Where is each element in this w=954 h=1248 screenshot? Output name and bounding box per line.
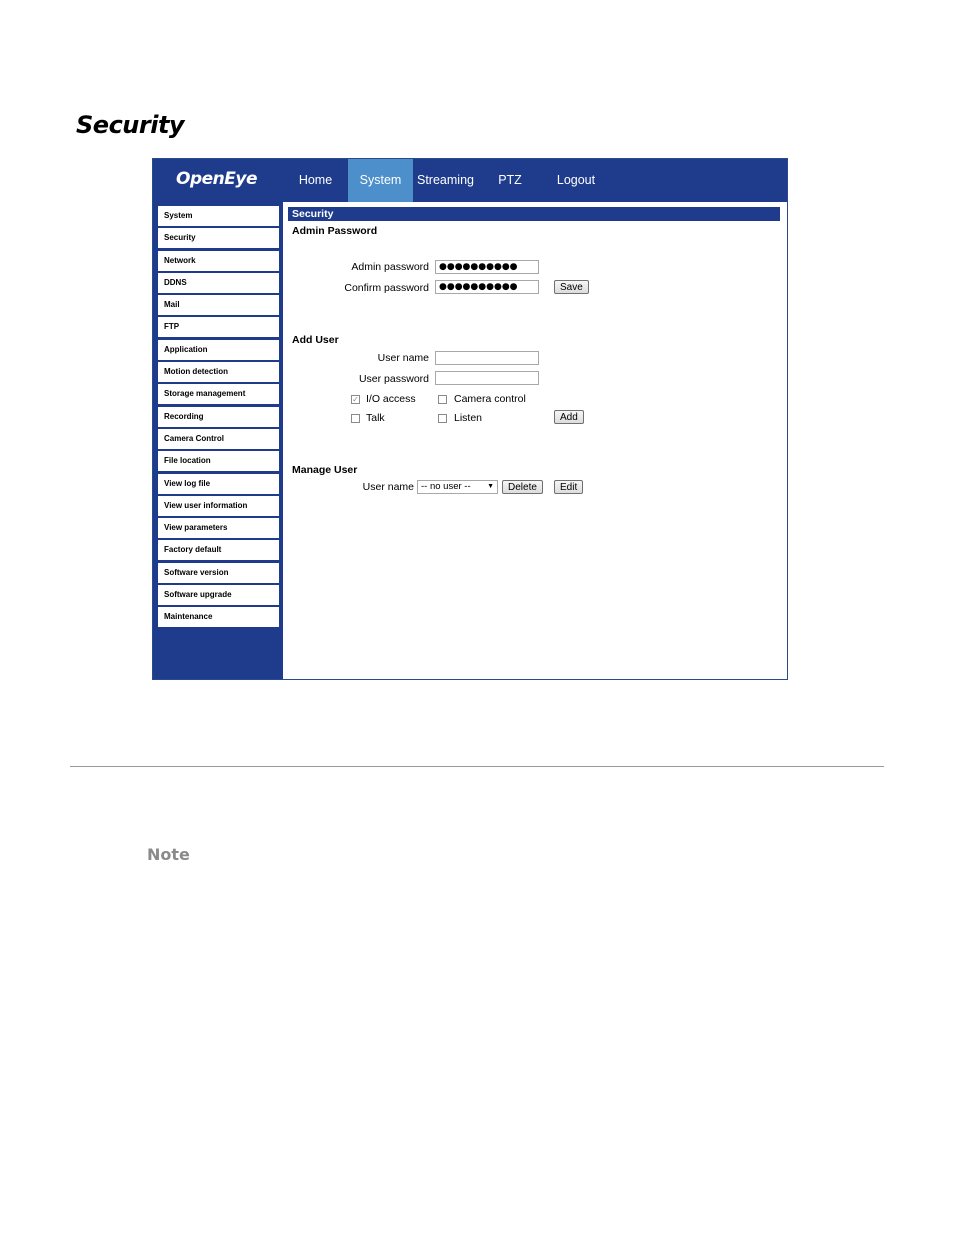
- admin-password-input[interactable]: [435, 260, 539, 274]
- manage-user-heading: Manage User: [292, 464, 358, 476]
- user-select-value: -- no user --: [421, 481, 471, 492]
- top-bar: [153, 159, 787, 202]
- openeye-logo: OpenEye: [176, 169, 257, 189]
- confirm-password-input[interactable]: [435, 280, 539, 294]
- sidebar-item-camera-control[interactable]: Camera Control: [158, 429, 279, 449]
- talk-label: Talk: [366, 412, 385, 424]
- edit-user-button[interactable]: Edit: [554, 480, 583, 494]
- sidebar-item-motion-detection[interactable]: Motion detection: [158, 362, 279, 382]
- sidebar: [153, 202, 283, 679]
- confirm-password-label: Confirm password: [344, 282, 429, 294]
- main-nav: [283, 159, 610, 202]
- add-user-heading: Add User: [292, 334, 339, 346]
- sidebar-item-application[interactable]: Application: [158, 340, 279, 360]
- admin-password-heading: Admin Password: [292, 225, 378, 237]
- talk-checkbox[interactable]: [351, 414, 360, 423]
- sidebar-item-software-upgrade[interactable]: Software upgrade: [158, 585, 279, 605]
- note-heading: Note: [147, 845, 190, 864]
- sidebar-item-maintenance[interactable]: Maintenance: [158, 607, 279, 627]
- camera-web-ui: [152, 158, 788, 680]
- section-title-bar: Security: [288, 207, 780, 221]
- user-password-label: User password: [358, 373, 429, 385]
- sidebar-item-factory-default[interactable]: Factory default: [158, 540, 279, 560]
- content-panel: [283, 202, 787, 679]
- sidebar-item-network[interactable]: Network: [158, 251, 279, 271]
- sidebar-item-storage-management[interactable]: Storage management: [158, 384, 279, 404]
- sidebar-item-software-version[interactable]: Software version: [158, 563, 279, 583]
- sidebar-item-view-user-information[interactable]: View user information: [158, 496, 279, 516]
- sidebar-item-view-parameters[interactable]: View parameters: [158, 518, 279, 538]
- user-name-label: User name: [377, 352, 429, 364]
- delete-user-button[interactable]: Delete: [502, 480, 543, 494]
- sidebar-item-security[interactable]: Security: [158, 228, 279, 248]
- sidebar-menu: [158, 206, 279, 630]
- camera-control-checkbox[interactable]: [438, 395, 447, 404]
- nav-system[interactable]: System: [348, 159, 413, 202]
- sidebar-item-view-log-file[interactable]: View log file: [158, 474, 279, 494]
- admin-password-label: Admin password: [351, 261, 429, 273]
- io-access-label: I/O access: [366, 393, 416, 405]
- sidebar-item-system[interactable]: System: [158, 206, 279, 226]
- nav-home[interactable]: Home: [298, 173, 333, 187]
- sidebar-item-mail[interactable]: Mail: [158, 295, 279, 315]
- nav-logout[interactable]: Logout: [556, 173, 596, 187]
- io-access-checkbox[interactable]: ✓: [352, 395, 359, 404]
- listen-label: Listen: [454, 412, 483, 424]
- save-button[interactable]: Save: [554, 280, 589, 294]
- document-title: Security: [76, 111, 185, 139]
- user-name-input[interactable]: [435, 351, 539, 365]
- sidebar-item-ftp[interactable]: FTP: [158, 317, 279, 337]
- chevron-down-icon: ▼: [487, 483, 494, 490]
- sidebar-item-recording[interactable]: Recording: [158, 407, 279, 427]
- camera-control-label: Camera control: [454, 393, 526, 405]
- divider: [70, 766, 884, 767]
- add-user-button[interactable]: Add: [554, 410, 584, 424]
- nav-ptz[interactable]: PTZ: [498, 173, 522, 187]
- manage-user-name-label: User name: [362, 481, 414, 493]
- sidebar-item-file-location[interactable]: File location: [158, 451, 279, 471]
- nav-streaming[interactable]: Streaming: [417, 173, 474, 187]
- user-select[interactable]: [417, 480, 498, 494]
- user-password-input[interactable]: [435, 371, 539, 385]
- listen-checkbox[interactable]: [438, 414, 447, 423]
- sidebar-item-ddns[interactable]: DDNS: [158, 273, 279, 293]
